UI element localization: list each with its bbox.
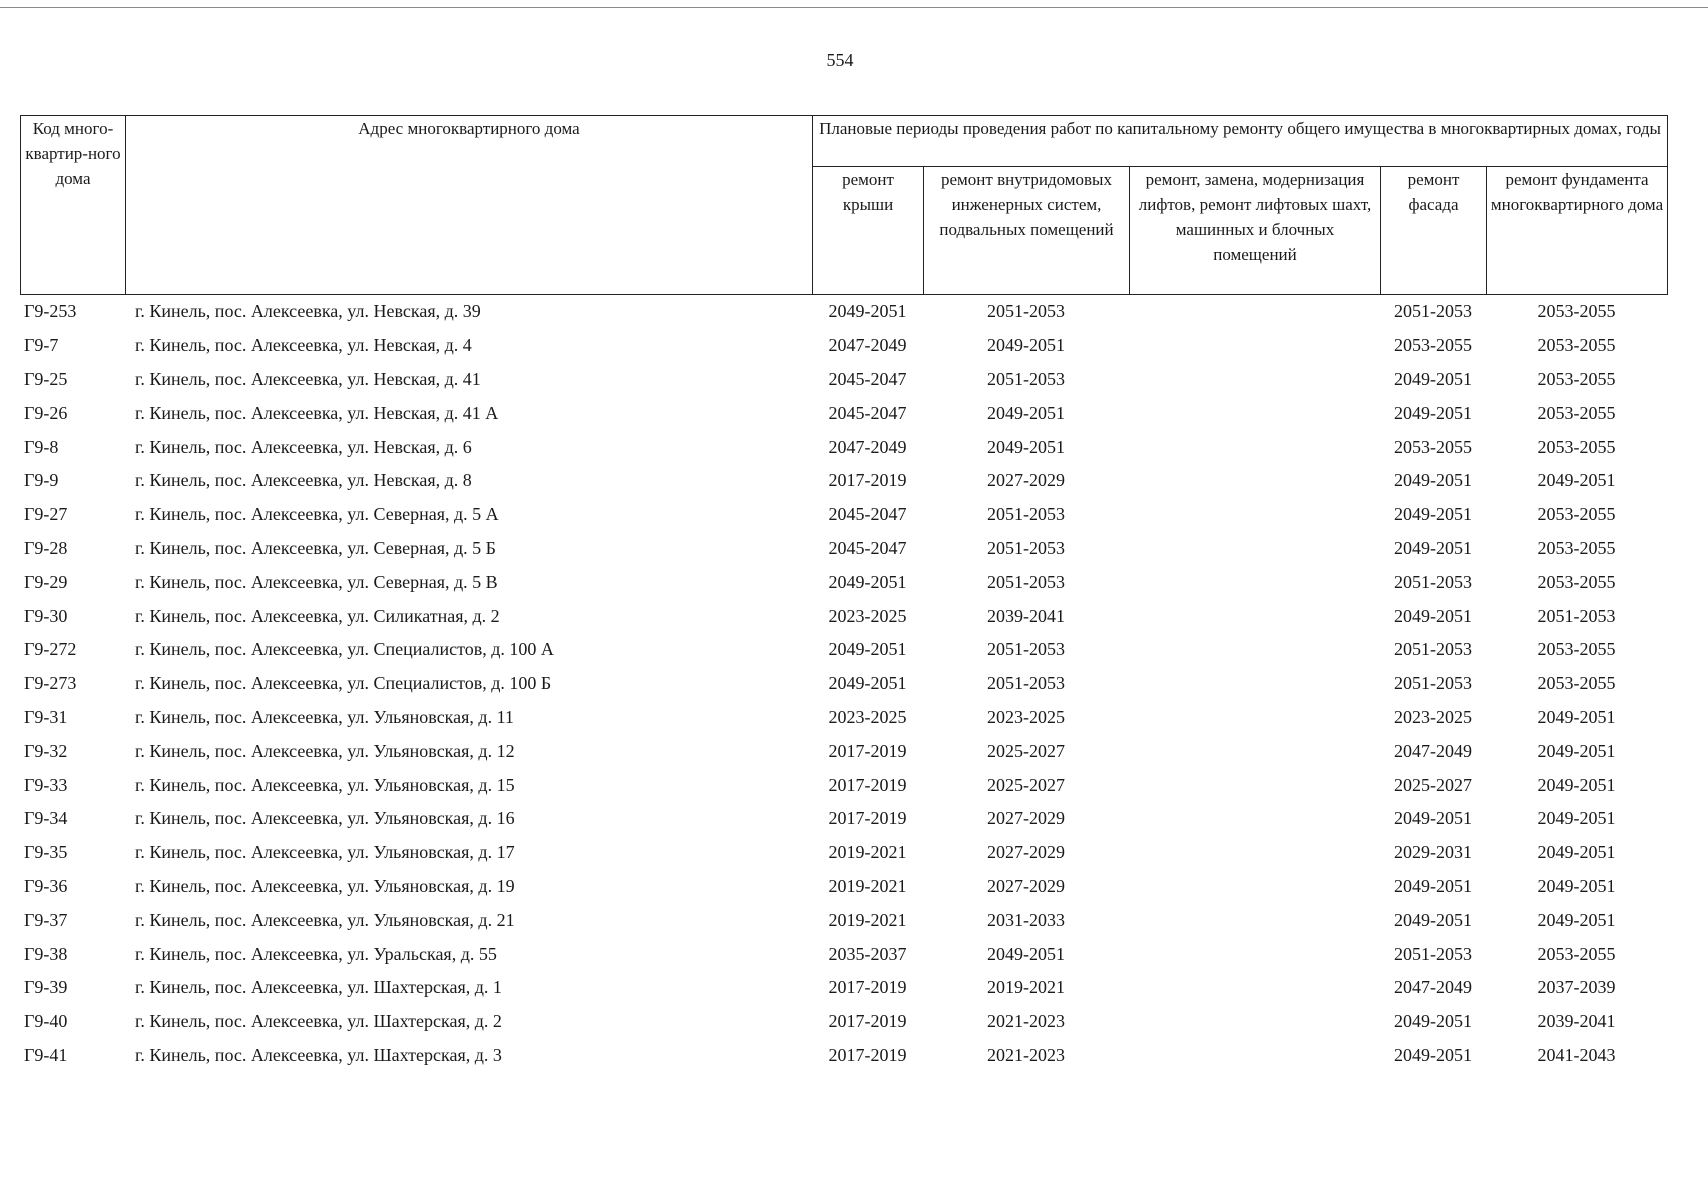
cell-lifts [1129, 903, 1380, 937]
cell-code: Г9-26 [24, 402, 68, 423]
table-header [20, 115, 1668, 295]
cell-roof: 2019-2021 [828, 842, 907, 863]
cell-roof: 2045-2047 [828, 368, 907, 389]
table-row [20, 464, 1667, 498]
cell-code: Г9-39 [24, 977, 68, 998]
cell-code: Г9-37 [24, 909, 68, 930]
cell-systems: 2051-2053 [987, 504, 1065, 525]
cell-lifts [1129, 937, 1380, 971]
table-body [20, 295, 1667, 1072]
cell-address: г. Кинель, пос. Алексеевка, ул. Ульяновская, д. 21 [135, 909, 515, 930]
cell-foundation: 2053-2055 [1537, 335, 1616, 356]
table-row [20, 295, 1667, 329]
cell-facade: 2049-2051 [1394, 537, 1472, 558]
cell-foundation: 2053-2055 [1537, 571, 1616, 592]
cell-address: г. Кинель, пос. Алексеевка, ул. Шахтерская, д. 1 [135, 977, 502, 998]
cell-lifts [1129, 295, 1380, 329]
cell-foundation: 2049-2051 [1537, 909, 1616, 930]
cell-address: г. Кинель, пос. Алексеевка, ул. Северная, д. 5 В [135, 571, 498, 592]
cell-facade: 2049-2051 [1394, 470, 1472, 491]
cell-address: г. Кинель, пос. Алексеевка, ул. Северная, д. 5 Б [135, 537, 496, 558]
cell-systems: 2027-2029 [987, 842, 1065, 863]
header-foundation: ремонт фундамента многоквартирного дома [1487, 167, 1668, 295]
cell-systems: 2025-2027 [987, 740, 1065, 761]
cell-foundation: 2049-2051 [1537, 842, 1616, 863]
cell-systems: 2021-2023 [987, 1011, 1065, 1032]
table-row [20, 1039, 1667, 1073]
cell-lifts [1129, 870, 1380, 904]
cell-foundation: 2053-2055 [1537, 537, 1616, 558]
cell-address: г. Кинель, пос. Алексеевка, ул. Северная, д. 5 А [135, 504, 499, 525]
cell-lifts [1129, 701, 1380, 735]
cell-facade: 2049-2051 [1394, 1044, 1472, 1065]
cell-code: Г9-273 [24, 673, 77, 694]
table-row [20, 802, 1667, 836]
cell-systems: 2051-2053 [987, 301, 1065, 322]
header-periods: Плановые периоды проведения работ по капитальному ремонту общего имущества в многоквартирных домах, годы [813, 116, 1668, 167]
cell-lifts [1129, 802, 1380, 836]
cell-facade: 2049-2051 [1394, 504, 1472, 525]
cell-foundation: 2049-2051 [1537, 706, 1616, 727]
cell-facade: 2029-2031 [1394, 842, 1472, 863]
table-row [20, 667, 1667, 701]
cell-roof: 2017-2019 [828, 470, 907, 491]
cell-code: Г9-34 [24, 808, 68, 829]
cell-address: г. Кинель, пос. Алексеевка, ул. Ульяновская, д. 16 [135, 808, 515, 829]
cell-code: Г9-7 [24, 335, 59, 356]
cell-systems: 2051-2053 [987, 537, 1065, 558]
cell-code: Г9-8 [24, 436, 59, 457]
cell-address: г. Кинель, пос. Алексеевка, ул. Невская, д. 8 [135, 470, 472, 491]
cell-systems: 2019-2021 [987, 977, 1065, 998]
cell-lifts [1129, 734, 1380, 768]
cell-address: г. Кинель, пос. Алексеевка, ул. Шахтерская, д. 2 [135, 1011, 502, 1032]
cell-address: г. Кинель, пос. Алексеевка, ул. Силикатная, д. 2 [135, 605, 500, 626]
cell-lifts [1129, 1005, 1380, 1039]
cell-facade: 2053-2055 [1394, 436, 1472, 457]
cell-code: Г9-31 [24, 706, 68, 727]
cell-roof: 2017-2019 [828, 1011, 907, 1032]
cell-roof: 2035-2037 [828, 943, 907, 964]
cell-roof: 2047-2049 [828, 335, 907, 356]
table-rows [20, 295, 1667, 1072]
cell-address: г. Кинель, пос. Алексеевка, ул. Невская, д. 6 [135, 436, 472, 457]
cell-roof: 2017-2019 [828, 740, 907, 761]
cell-roof: 2049-2051 [828, 571, 907, 592]
cell-roof: 2049-2051 [828, 673, 907, 694]
cell-facade: 2049-2051 [1394, 368, 1472, 389]
cell-foundation: 2037-2039 [1537, 977, 1616, 998]
cell-roof: 2045-2047 [828, 504, 907, 525]
header-address: Адрес многоквартирного дома [126, 116, 813, 295]
cell-facade: 2049-2051 [1394, 605, 1472, 626]
table-row [20, 498, 1667, 532]
cell-systems: 2051-2053 [987, 368, 1065, 389]
cell-lifts [1129, 464, 1380, 498]
cell-systems: 2049-2051 [987, 335, 1065, 356]
cell-lifts [1129, 430, 1380, 464]
header-systems: ремонт внутридомовых инженерных систем, подвальных помещений [924, 167, 1130, 295]
scan-edge-line [0, 7, 1708, 8]
cell-facade: 2049-2051 [1394, 402, 1472, 423]
cell-address: г. Кинель, пос. Алексеевка, ул. Ульяновская, д. 17 [135, 842, 515, 863]
table-row [20, 971, 1667, 1005]
cell-address: г. Кинель, пос. Алексеевка, ул. Специалистов, д. 100 А [135, 639, 554, 660]
cell-roof: 2023-2025 [828, 706, 907, 727]
table-row [20, 937, 1667, 971]
cell-facade: 2047-2049 [1394, 977, 1472, 998]
cell-code: Г9-29 [24, 571, 68, 592]
cell-foundation: 2053-2055 [1537, 436, 1616, 457]
cell-systems: 2031-2033 [987, 909, 1065, 930]
cell-systems: 2027-2029 [987, 470, 1065, 491]
cell-address: г. Кинель, пос. Алексеевка, ул. Ульяновская, д. 12 [135, 740, 515, 761]
table-row [20, 870, 1667, 904]
table-row [20, 768, 1667, 802]
header-roof: ремонт крыши [813, 167, 924, 295]
cell-systems: 2049-2051 [987, 943, 1065, 964]
cell-code: Г9-25 [24, 368, 68, 389]
cell-code: Г9-27 [24, 504, 68, 525]
cell-foundation: 2041-2043 [1537, 1044, 1616, 1065]
table-row [20, 363, 1667, 397]
cell-facade: 2051-2053 [1394, 571, 1472, 592]
cell-systems: 2023-2025 [987, 706, 1065, 727]
cell-roof: 2017-2019 [828, 977, 907, 998]
header-facade: ремонт фасада [1381, 167, 1487, 295]
cell-lifts [1129, 667, 1380, 701]
cell-facade: 2049-2051 [1394, 875, 1472, 896]
table-row [20, 903, 1667, 937]
cell-foundation: 2049-2051 [1537, 808, 1616, 829]
cell-foundation: 2051-2053 [1537, 605, 1616, 626]
cell-address: г. Кинель, пос. Алексеевка, ул. Уральская, д. 55 [135, 943, 497, 964]
cell-foundation: 2053-2055 [1537, 368, 1616, 389]
cell-systems: 2039-2041 [987, 605, 1065, 626]
cell-facade: 2023-2025 [1394, 706, 1472, 727]
cell-code: Г9-9 [24, 470, 59, 491]
repair-schedule-register [20, 115, 1668, 1072]
cell-foundation: 2049-2051 [1537, 740, 1616, 761]
cell-lifts [1129, 1039, 1380, 1073]
cell-address: г. Кинель, пос. Алексеевка, ул. Невская, д. 4 [135, 335, 472, 356]
cell-lifts [1129, 599, 1380, 633]
cell-address: г. Кинель, пос. Алексеевка, ул. Ульяновская, д. 15 [135, 774, 515, 795]
cell-systems: 2051-2053 [987, 673, 1065, 694]
cell-foundation: 2049-2051 [1537, 470, 1616, 491]
cell-systems: 2051-2053 [987, 639, 1065, 660]
cell-foundation: 2049-2051 [1537, 774, 1616, 795]
cell-lifts [1129, 532, 1380, 566]
cell-code: Г9-253 [24, 301, 77, 322]
cell-roof: 2045-2047 [828, 402, 907, 423]
table-row [20, 396, 1667, 430]
table-row [20, 532, 1667, 566]
cell-facade: 2049-2051 [1394, 909, 1472, 930]
cell-facade: 2049-2051 [1394, 808, 1472, 829]
cell-systems: 2051-2053 [987, 571, 1065, 592]
table-row [20, 329, 1667, 363]
cell-roof: 2049-2051 [828, 301, 907, 322]
cell-code: Г9-28 [24, 537, 68, 558]
cell-code: Г9-40 [24, 1011, 68, 1032]
cell-facade: 2025-2027 [1394, 774, 1472, 795]
cell-lifts [1129, 971, 1380, 1005]
cell-address: г. Кинель, пос. Алексеевка, ул. Специалистов, д. 100 Б [135, 673, 552, 694]
cell-roof: 2045-2047 [828, 537, 907, 558]
cell-address: г. Кинель, пос. Алексеевка, ул. Невская, д. 39 [135, 301, 481, 322]
cell-address: г. Кинель, пос. Алексеевка, ул. Ульяновская, д. 19 [135, 875, 515, 896]
cell-facade: 2049-2051 [1394, 1011, 1472, 1032]
cell-address: г. Кинель, пос. Алексеевка, ул. Шахтерская, д. 3 [135, 1044, 502, 1065]
page-number: 554 [826, 50, 854, 70]
cell-code: Г9-33 [24, 774, 68, 795]
cell-facade: 2051-2053 [1394, 673, 1472, 694]
cell-lifts [1129, 836, 1380, 870]
cell-foundation: 2053-2055 [1537, 301, 1616, 322]
cell-lifts [1129, 498, 1380, 532]
cell-code: Г9-41 [24, 1044, 68, 1065]
cell-address: г. Кинель, пос. Алексеевка, ул. Невская, д. 41 [135, 368, 481, 389]
table-row [20, 701, 1667, 735]
cell-facade: 2053-2055 [1394, 335, 1472, 356]
table-row [20, 599, 1667, 633]
cell-facade: 2047-2049 [1394, 740, 1472, 761]
cell-roof: 2017-2019 [828, 808, 907, 829]
table-row [20, 836, 1667, 870]
cell-systems: 2027-2029 [987, 875, 1065, 896]
cell-code: Г9-35 [24, 842, 68, 863]
cell-foundation: 2053-2055 [1537, 402, 1616, 423]
table-row [20, 633, 1667, 667]
cell-lifts [1129, 396, 1380, 430]
cell-lifts [1129, 565, 1380, 599]
cell-systems: 2025-2027 [987, 774, 1065, 795]
cell-roof: 2049-2051 [828, 639, 907, 660]
cell-roof: 2047-2049 [828, 436, 907, 457]
cell-lifts [1129, 768, 1380, 802]
header-code: Код много-квартир-ного дома [21, 116, 126, 295]
cell-foundation: 2053-2055 [1537, 639, 1616, 660]
table-row [20, 1005, 1667, 1039]
cell-foundation: 2039-2041 [1537, 1011, 1616, 1032]
table-row [20, 565, 1667, 599]
cell-code: Г9-272 [24, 639, 77, 660]
cell-code: Г9-36 [24, 875, 68, 896]
cell-lifts [1129, 633, 1380, 667]
cell-roof: 2017-2019 [828, 774, 907, 795]
cell-code: Г9-38 [24, 943, 68, 964]
cell-systems: 2049-2051 [987, 436, 1065, 457]
cell-roof: 2019-2021 [828, 875, 907, 896]
cell-systems: 2027-2029 [987, 808, 1065, 829]
cell-address: г. Кинель, пос. Алексеевка, ул. Невская, д. 41 А [135, 402, 499, 423]
cell-foundation: 2053-2055 [1537, 943, 1616, 964]
cell-lifts [1129, 329, 1380, 363]
cell-code: Г9-30 [24, 605, 68, 626]
cell-systems: 2049-2051 [987, 402, 1065, 423]
cell-facade: 2051-2053 [1394, 301, 1472, 322]
cell-roof: 2017-2019 [828, 1044, 907, 1065]
cell-code: Г9-32 [24, 740, 68, 761]
cell-foundation: 2049-2051 [1537, 875, 1616, 896]
cell-foundation: 2053-2055 [1537, 504, 1616, 525]
cell-lifts [1129, 363, 1380, 397]
header-lifts: ремонт, замена, модернизация лифтов, ремонт лифтовых шахт, машинных и блочных помещений [1130, 167, 1381, 295]
cell-facade: 2051-2053 [1394, 943, 1472, 964]
cell-roof: 2019-2021 [828, 909, 907, 930]
cell-address: г. Кинель, пос. Алексеевка, ул. Ульяновская, д. 11 [135, 706, 514, 727]
cell-foundation: 2053-2055 [1537, 673, 1616, 694]
cell-roof: 2023-2025 [828, 605, 907, 626]
table-row [20, 734, 1667, 768]
cell-facade: 2051-2053 [1394, 639, 1472, 660]
cell-systems: 2021-2023 [987, 1044, 1065, 1065]
table-row [20, 430, 1667, 464]
